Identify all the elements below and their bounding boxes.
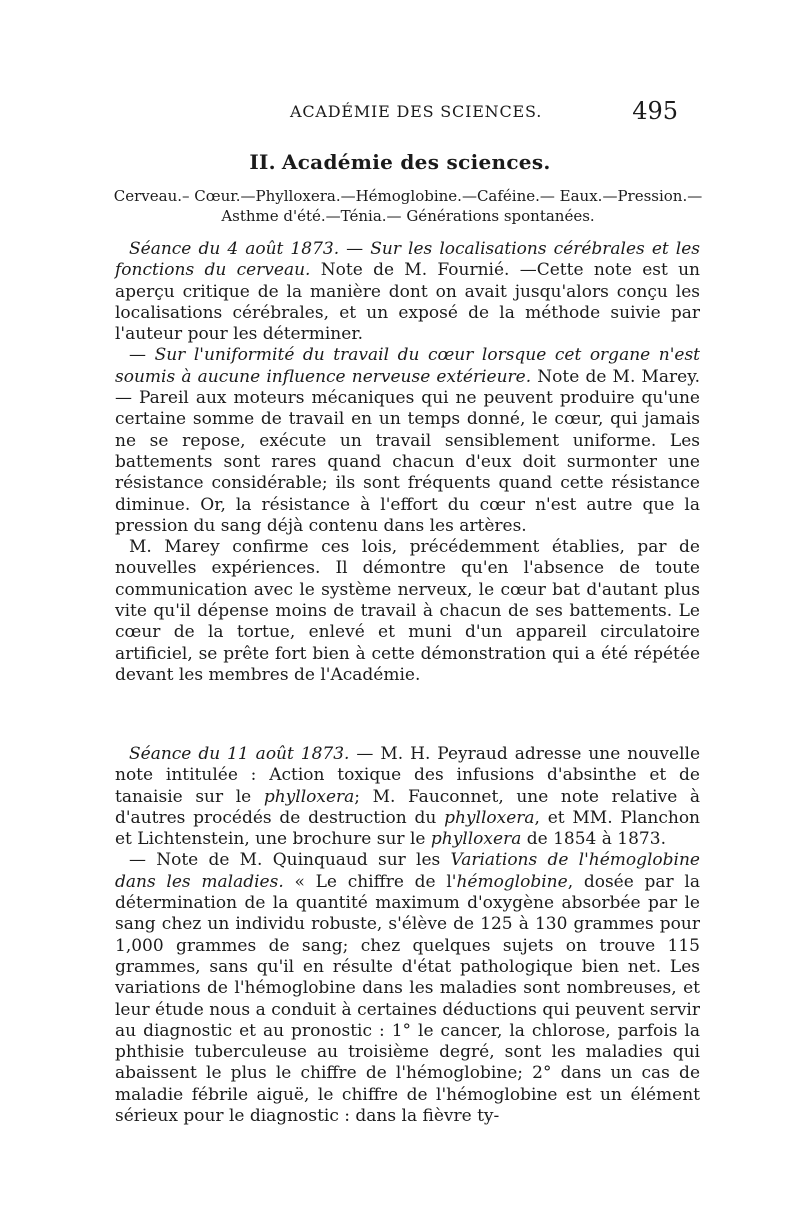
summary-line: Asthme d'été.—Ténia.— Générations spontanées. [221,207,595,225]
paragraph [115,850,700,1127]
summary-line: Cerveau.– Cœur.—Phylloxera.—Hémoglobine.—Caféine.— Eaux.—Pression.— [113,187,703,205]
note-title: Sur les localisations cérébrales et les fonctions du cerveau. [115,239,701,281]
italic-term: phylloxera [444,807,535,828]
session-date: Séance du 4 août 1873. [129,239,340,259]
paragraph: M. Marey confirme ces lois, précédemment établies, par de nouvelles expériences. Il démontre qu'en l'absence de toute communication avec le système nerveux, le cœur bat d'autant plus vite qu'il dépense moins de travail à chacun de ses battements. Le cœur de la tortue, enlevé et muni d'un appareil circulatoire artificiel, se prête fort bien à cette démonstration qui a été répétée devant les membres de l'Académie. [115,537,700,685]
section-summary [113,186,703,226]
note-title: Sur l'uniformité du travail du cœur lorsque cet organe n'est soumis à aucune influence nerveuse extérieure. [115,345,701,387]
paragraph-text: de 1854 à 1873. [521,829,666,850]
paragraph-text: — M. H. Peyraud adresse une nouvelle note intitulée : Action toxique des infusions d'absinthe et de tanaisie sur le [115,744,700,807]
paragraph [115,345,700,537]
paragraph-text: « Le chiffre de l' [283,871,457,892]
note-title: Variations de l'hémoglobine dans les maladies. [115,850,700,892]
dash: — [339,239,371,259]
paragraph-text: , et MM. Planchon et Lichtenstein, une brochure sur le [115,807,700,850]
paragraph-text: — Note de M. Quinquaud sur les [129,850,451,871]
dash: — [129,345,155,366]
italic-term: phylloxera [263,786,355,807]
page-number: 495 [632,97,678,125]
italic-term: hémoglobine [456,871,568,892]
session-date: Séance du 11 août 1873. [129,744,350,764]
italic-term: phylloxera [430,829,522,850]
section-heading [0,150,800,174]
paragraph [115,744,700,850]
paragraph-text: Note de M. Fournié. —Cette note est un aperçu critique de la manière dont on avait jusqu'alors conçu les localisations cérébrales, et un exposé de la méthode suivie par l'auteur pour les déterminer. [115,260,700,345]
section-number: II. [249,150,276,174]
session-august-4 [115,239,700,686]
section-title: Académie des sciences. [281,150,551,174]
paragraph-text: Note de M. Marey. — Pareil aux moteurs mécaniques qui ne peuvent produire qu'une certaine somme de travail en un temps donné, le cœur, qui jamais ne se repose, exécute un travail sensiblement uniforme. Les battements sont rares quand chacun d'eux doit surmonter une résistance considérable; ils sont fréquents quand cette résistance diminue. Or, la résistance à l'effort du cœur n'est autre que la pression du sang déjà contenu dans les artères. [115,366,700,536]
paragraph-text: , dosée par la détermination de la quantité maximum d'oxygène absorbée par le sang chez un individu robuste, s'élève de 125 à 130 grammes pour 1,000 grammes de sang; chez quelques sujets on trouve 115 grammes, sans qu'il en résulte d'état pathologique bien net. Les variations de l'hémoglobine dans les maladies sont nombreuses, et leur étude nous a conduit à certaines déductions qui peuvent servir au diagnostic et au pronostic : 1° le cancer, la chlorose, parfois la phthisie tuberculeuse au troisième degré, sont les maladies qui abaissent le plus le chiffre de l'hémoglobine; 2° dans un cas de maladie fébrile aiguë, le chiffre de l'hémoglobine est un élément sérieux pour le diagnostic : dans la fièvre ty- [115,871,700,1127]
session-august-11 [115,744,700,1127]
paragraph-text: ; M. Fauconnet, une note relative à d'autres procédés de destruction du [115,786,701,828]
running-title: ACADÉMIE DES SCIENCES. [290,102,543,121]
paragraph [115,239,700,345]
